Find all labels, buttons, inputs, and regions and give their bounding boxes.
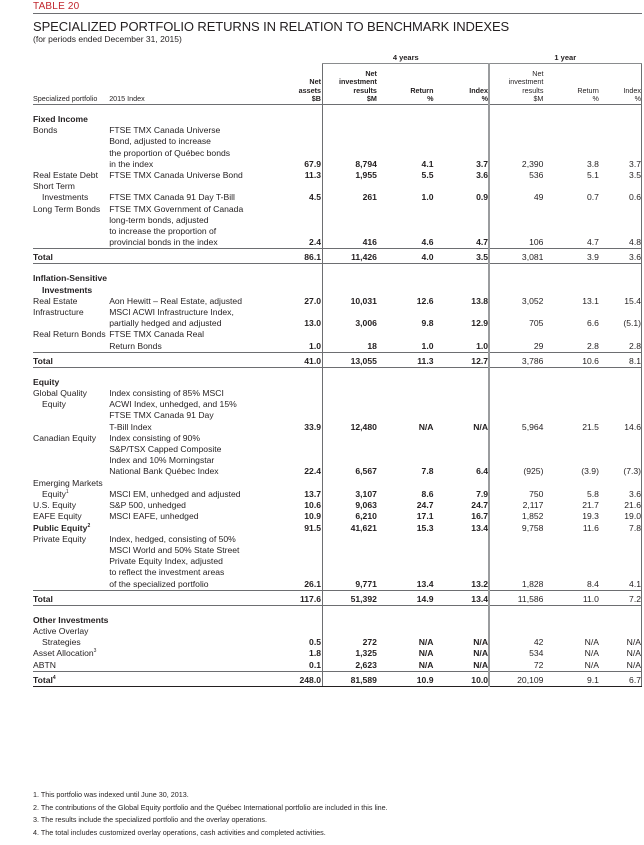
cell-portfolio: Emerging Markets Equity$^1$ (33, 477, 103, 499)
cell-net-assets: 10.6 (304, 500, 321, 511)
section-title: Fixed Income (33, 114, 88, 124)
cell-net-results-4y: 261 (323, 181, 377, 203)
cell-net-results-4y: 10,031 (323, 296, 377, 307)
group-4-years: 4 years (323, 51, 490, 64)
footnote: 2. The contributions of the Global Equity portfolio and the Québec International portfolio are included in this line. (33, 802, 388, 812)
cell-net-assets: 33.9 (304, 421, 321, 432)
cell-index (109, 648, 286, 659)
column-header-row (33, 64, 642, 105)
empty-cell (489, 367, 543, 388)
empty-cell (377, 105, 434, 126)
table-row (33, 181, 642, 203)
cell-index-1y: 0.6 (599, 181, 642, 203)
cell-return-4y: 24.7 (416, 500, 434, 511)
empty-cell (434, 367, 490, 388)
total-label: Total (33, 352, 287, 367)
total-label: Total$^4$ (33, 671, 287, 686)
cell-net-results-4y: 8,794 (323, 125, 377, 170)
cell-net-results-4y: 9,063 (323, 500, 377, 511)
cell-return-1y: N/A (584, 637, 599, 648)
cell-index (109, 660, 286, 672)
cell-return-4y: 10.9 (377, 671, 434, 686)
cell-index (109, 523, 286, 534)
empty-cell (323, 605, 377, 626)
cell-index-4y: N/A (473, 648, 489, 659)
col-net-assets: Net assets $B (298, 77, 321, 104)
total-row (33, 249, 642, 264)
table-row (33, 433, 642, 478)
empty-cell (287, 367, 323, 388)
empty-cell (599, 605, 642, 626)
cell-index-1y: 21.6 (599, 500, 642, 511)
cell-return-1y: 5.8 (586, 488, 599, 499)
total-label: Total (33, 249, 287, 264)
cell-portfolio: Real Estate (33, 295, 78, 306)
page-title: SPECIALIZED PORTFOLIO RETURNS IN RELATION TO BENCHMARK INDEXES (33, 19, 510, 34)
table-row (33, 170, 642, 181)
cell-return-1y: 0.7 (586, 192, 599, 203)
cell-net-results-4y: 416 (323, 204, 377, 249)
cell-return-1y: N/A (584, 659, 599, 670)
cell-return-4y: 9.8 (421, 318, 434, 329)
cell-net-results-1y: 9,758 (489, 523, 543, 534)
cell-return-4y: 1.0 (421, 340, 434, 351)
cell-net-assets: 91.5 (304, 522, 321, 533)
section-header (33, 105, 642, 126)
cell-portfolio: Real Estate Debt (33, 170, 98, 181)
cell-return-1y: 11.6 (582, 522, 599, 533)
cell-net-results-4y: 1,325 (323, 648, 377, 659)
cell-portfolio: Public Equity$^2$ (33, 522, 91, 533)
cell-return-4y: N/A (418, 637, 434, 648)
cell-index-1y: 3.6 (599, 478, 642, 500)
cell-net-results-1y: 5,964 (489, 388, 543, 433)
table-row (33, 534, 642, 591)
cell-net-results-4y: 272 (323, 626, 377, 648)
cell-net-results-1y: 536 (489, 170, 543, 181)
col-net-results-1y: Net investment results $M (489, 64, 543, 105)
cell-return-1y: 10.6 (543, 352, 599, 367)
table-row (33, 478, 642, 500)
table-row (33, 648, 642, 659)
cell-index-1y: 4.1 (599, 534, 642, 591)
table-label: TABLE 20 (33, 1, 80, 12)
cell-return-4y: 7.8 (421, 466, 434, 477)
cell-index-4y: 24.7 (471, 500, 489, 511)
cell-net-results-4y: 9,771 (323, 534, 377, 591)
cell-index-4y: 13.4 (471, 522, 489, 533)
cell-net-assets: 67.9 (304, 158, 321, 169)
cell-net-assets: 0.5 (309, 637, 321, 648)
footnote: 4. The total includes customized overlay operations, cash activities and completed activities. (33, 827, 326, 837)
cell-index-1y: 3.5 (599, 170, 642, 181)
cell-index-4y: 4.7 (476, 237, 489, 248)
table-row (33, 204, 642, 249)
table-row (33, 626, 642, 648)
cell-net-results-4y: 1,955 (323, 170, 377, 181)
cell-portfolio: Canadian Equity (33, 432, 97, 443)
cell-net-assets: 13.0 (304, 318, 321, 329)
cell-index-4y: 3.6 (476, 170, 489, 181)
cell-return-1y: 5.1 (586, 170, 599, 181)
footnote: 1. This portfolio was indexed until June 30, 2013. (33, 790, 189, 799)
cell-index-1y: 14.6 (599, 388, 642, 433)
cell-index: MSCI ACWI Infrastructure Index, partially hedged and adjusted (109, 307, 234, 329)
cell-index-1y: 19.0 (599, 511, 642, 522)
cell-index: FTSE TMX Government of Canada long-term bonds, adjusted to increase the proportion of provincial bonds in the index (109, 203, 244, 248)
cell-net-results-4y: 81,589 (323, 671, 377, 686)
empty-cell (377, 605, 434, 626)
cell-net-results-4y: 6,210 (323, 511, 377, 522)
cell-net-results-4y: 41,621 (323, 523, 377, 534)
cell-net-results-1y: 2,390 (489, 125, 543, 170)
col-index-4y: Index % (469, 85, 489, 104)
table-row (33, 329, 642, 352)
cell-index: FTSE TMX Canada Universe Bond, adjusted to increase the proportion of Québec bonds in the index (109, 125, 231, 169)
table-row (33, 660, 642, 672)
cell-net-assets: 86.1 (287, 249, 323, 264)
cell-index-4y: 13.2 (471, 578, 489, 589)
cell-net-assets: 22.4 (304, 466, 321, 477)
cell-net-results-1y: 1,852 (489, 511, 543, 522)
cell-index: MSCI EAFE, unhedged (109, 511, 199, 522)
cell-index-1y: N/A (599, 648, 642, 659)
cell-index: Index consisting of 85% MSCI ACWI Index, unhedged, and 15% FTSE TMX Canada 91 Day T-Bill Index (109, 388, 237, 432)
cell-index-1y: 8.1 (599, 352, 642, 367)
empty-cell (287, 264, 323, 296)
cell-return-1y: 9.1 (543, 671, 599, 686)
empty-cell (434, 105, 490, 126)
total-label: Total (33, 590, 287, 605)
empty-cell (543, 367, 599, 388)
cell-net-assets: 10.9 (304, 511, 321, 522)
cell-portfolio: Long Term Bonds (33, 203, 101, 214)
empty-cell (377, 264, 434, 296)
cell-portfolio: Real Return Bonds (33, 329, 106, 340)
cell-portfolio: U.S. Equity (33, 500, 76, 511)
cell-return-4y: 11.3 (377, 352, 434, 367)
footnote: 3. The results include the specialized portfolio and the overlay operations. (33, 815, 268, 824)
empty-cell (489, 605, 543, 626)
cell-return-1y: N/A (584, 648, 599, 659)
total-row (33, 590, 642, 605)
cell-net-results-1y: 3,081 (489, 249, 543, 264)
empty-cell (543, 264, 599, 296)
footnotes (33, 789, 388, 839)
cell-net-assets: 0.1 (309, 659, 321, 670)
empty-cell (489, 105, 543, 126)
empty-cell (287, 105, 323, 126)
cell-net-results-4y: 3,006 (323, 307, 377, 329)
cell-index-4y: 12.7 (434, 352, 490, 367)
col-index-1y: Index % (599, 64, 642, 105)
empty-cell (543, 105, 599, 126)
cell-portfolio: Short Term Investments (33, 181, 89, 203)
cell-net-results-1y: 2,117 (489, 500, 543, 511)
table-row (33, 125, 642, 170)
cell-net-results-1y: 1,828 (489, 534, 543, 591)
cell-net-assets: 1.8 (309, 648, 321, 659)
table-header-block (33, 0, 642, 685)
cell-net-results-1y: 49 (489, 181, 543, 203)
returns-table (33, 51, 642, 687)
cell-return-1y: 8.4 (586, 578, 599, 589)
table-row (33, 523, 642, 534)
cell-return-4y: 17.1 (416, 511, 434, 522)
cell-return-1y: 21.7 (582, 500, 599, 511)
cell-index-1y: N/A (599, 626, 642, 648)
cell-portfolio: Asset Allocation$^3$ (33, 648, 97, 659)
cell-index-4y: 13.4 (434, 590, 490, 605)
cell-return-1y: 4.7 (586, 237, 599, 248)
total-row (33, 352, 642, 367)
cell-return-1y: 11.0 (543, 590, 599, 605)
cell-portfolio: Infrastructure (33, 307, 84, 318)
cell-index-4y: 1.0 (476, 340, 489, 351)
cell-portfolio: ABTN (33, 659, 56, 670)
cell-return-4y: N/A (418, 421, 434, 432)
cell-index-4y: N/A (473, 637, 489, 648)
empty-cell (543, 605, 599, 626)
cell-net-assets: 117.6 (287, 590, 323, 605)
cell-return-4y: 8.6 (421, 488, 434, 499)
cell-portfolio: Bonds (33, 125, 58, 136)
cell-index-1y: N/A (599, 660, 642, 672)
cell-index-4y: 16.7 (471, 511, 489, 522)
cell-return-4y: 4.0 (377, 249, 434, 264)
column-group-header (33, 51, 642, 64)
empty-cell (434, 264, 490, 296)
cell-net-results-1y: 42 (489, 626, 543, 648)
cell-index-1y: 15.4 (599, 296, 642, 307)
cell-index-1y: 4.8 (599, 204, 642, 249)
empty-cell (377, 367, 434, 388)
cell-net-results-4y: 51,392 (323, 590, 377, 605)
cell-return-1y: 19.3 (582, 511, 599, 522)
cell-index-1y: 7.8 (599, 523, 642, 534)
cell-return-4y: 12.6 (416, 295, 434, 306)
empty-cell (599, 264, 642, 296)
cell-net-results-4y: 18 (323, 329, 377, 352)
cell-index-4y: 0.9 (476, 192, 489, 203)
cell-net-assets: 26.1 (304, 578, 321, 589)
cell-return-1y: 3.8 (586, 158, 599, 169)
cell-index: MSCI EM, unhedged and adjusted (109, 488, 241, 499)
col-index: 2015 Index (109, 94, 145, 104)
divider (33, 13, 642, 14)
cell-index: FTSE TMX Canada Universe Bond (109, 170, 243, 181)
empty-cell (599, 105, 642, 126)
cell-net-results-4y: 11,426 (323, 249, 377, 264)
cell-net-results-1y: 11,586 (489, 590, 543, 605)
total-row (33, 671, 642, 686)
cell-return-4y: N/A (418, 648, 434, 659)
cell-index-1y: 3.6 (599, 249, 642, 264)
cell-index-4y: N/A (473, 659, 489, 670)
cell-index-1y: 6.7 (599, 671, 642, 686)
cell-index: Aon Hewitt – Real Estate, adjusted (109, 295, 242, 306)
section-title: Equity (33, 376, 60, 387)
cell-net-results-1y: 106 (489, 204, 543, 249)
empty-cell (287, 605, 323, 626)
table-body (33, 105, 642, 687)
cell-net-results-1y: 20,109 (489, 671, 543, 686)
cell-net-results-1y: 72 (489, 660, 543, 672)
col-net-results-4y: Net investment results $M (323, 64, 377, 105)
table-row (33, 388, 642, 433)
cell-return-4y: 14.9 (377, 590, 434, 605)
empty-cell (323, 367, 377, 388)
cell-portfolio: Active Overlay Strategies (33, 625, 89, 648)
col-return-4y: Return % (410, 85, 434, 104)
col-return-1y: Return % (577, 85, 599, 104)
cell-index: S&P 500, unhedged (109, 500, 186, 511)
cell-net-results-1y: 534 (489, 648, 543, 659)
cell-net-results-4y: 6,567 (323, 433, 377, 478)
empty-cell (323, 264, 377, 296)
cell-index-4y: 10.0 (434, 671, 490, 686)
cell-net-assets: 11.3 (304, 170, 321, 181)
cell-index-4y: 12.9 (471, 318, 489, 329)
cell-net-results-1y: 29 (489, 329, 543, 352)
cell-return-4y: 4.1 (421, 158, 434, 169)
cell-net-results-4y: 3,107 (323, 478, 377, 500)
cell-index-4y: N/A (473, 421, 489, 432)
cell-index: FTSE TMX Canada Real Return Bonds (109, 329, 205, 351)
cell-net-results-1y: 3,052 (489, 296, 543, 307)
section-title: Inflation-Sensitive Investments (33, 273, 108, 295)
empty-cell (323, 105, 377, 126)
cell-return-4y: 13.4 (416, 578, 434, 589)
cell-net-results-4y: 13,055 (323, 352, 377, 367)
cell-index-1y: (7.3) (599, 433, 642, 478)
cell-index: Index consisting of 90% S&P/TSX Capped Composite Index and 10% Morningstar National Bank Québec Index (109, 432, 222, 477)
cell-index: Index, hedged, consisting of 50% MSCI World and 50% State Street Private Equity Index, adjusted to reflect the investment areas of the specialized portfolio (109, 533, 240, 589)
cell-net-results-1y: 750 (489, 478, 543, 500)
cell-net-results-1y: 705 (489, 307, 543, 329)
cell-index (109, 626, 286, 648)
cell-net-results-1y: 3,786 (489, 352, 543, 367)
cell-return-4y: 5.5 (421, 170, 434, 181)
section-header (33, 367, 642, 388)
table-row (33, 511, 642, 522)
cell-index-4y: 13.8 (471, 295, 489, 306)
cell-return-4y: 15.3 (416, 522, 434, 533)
cell-return-4y: 4.6 (421, 237, 434, 248)
cell-return-4y: N/A (418, 659, 434, 670)
cell-return-1y: 13.1 (582, 295, 599, 306)
cell-net-results-4y: 12,480 (323, 388, 377, 433)
cell-net-assets: 248.0 (287, 671, 323, 686)
col-portfolio: Specialized portfolio (33, 94, 98, 104)
section-header (33, 264, 642, 296)
empty-cell (434, 605, 490, 626)
table-row (33, 307, 642, 329)
cell-return-1y: 3.9 (543, 249, 599, 264)
cell-portfolio: Global Quality Equity (33, 388, 87, 410)
page-subtitle: (for periods ended December 31, 2015) (33, 34, 182, 44)
cell-net-assets: 27.0 (304, 295, 321, 306)
cell-return-1y: (3.9) (581, 466, 599, 477)
cell-return-1y: 6.6 (586, 318, 599, 329)
cell-net-assets: 4.5 (309, 192, 321, 203)
empty-cell (599, 367, 642, 388)
cell-index-1y: 7.2 (599, 590, 642, 605)
cell-net-assets: 13.7 (304, 488, 321, 499)
cell-return-1y: 21.5 (582, 421, 599, 432)
cell-index-1y: 2.8 (599, 329, 642, 352)
section-title: Other Investments (33, 614, 109, 625)
cell-portfolio: EAFE Equity (33, 511, 82, 522)
group-1-year: 1 year (489, 51, 641, 64)
section-header (33, 605, 642, 626)
cell-index-4y: 6.4 (476, 466, 489, 477)
cell-index-4y: 3.5 (434, 249, 490, 264)
cell-index-1y: 3.7 (599, 125, 642, 170)
empty-cell (489, 264, 543, 296)
cell-return-4y: 1.0 (421, 192, 434, 203)
cell-return-1y: 2.8 (586, 340, 599, 351)
cell-net-results-1y: (925) (489, 433, 543, 478)
table-row (33, 500, 642, 511)
cell-net-assets: 41.0 (287, 352, 323, 367)
cell-net-results-4y: 2,623 (323, 660, 377, 672)
cell-index: FTSE TMX Canada 91 Day T-Bill (109, 192, 235, 203)
cell-index-4y: 7.9 (476, 488, 489, 499)
table-row (33, 296, 642, 307)
cell-portfolio: Private Equity (33, 533, 87, 544)
cell-net-assets: 2.4 (309, 237, 321, 248)
cell-index-1y: (5.1) (599, 307, 642, 329)
cell-index-4y: 3.7 (476, 158, 489, 169)
cell-net-assets: 1.0 (309, 340, 321, 351)
